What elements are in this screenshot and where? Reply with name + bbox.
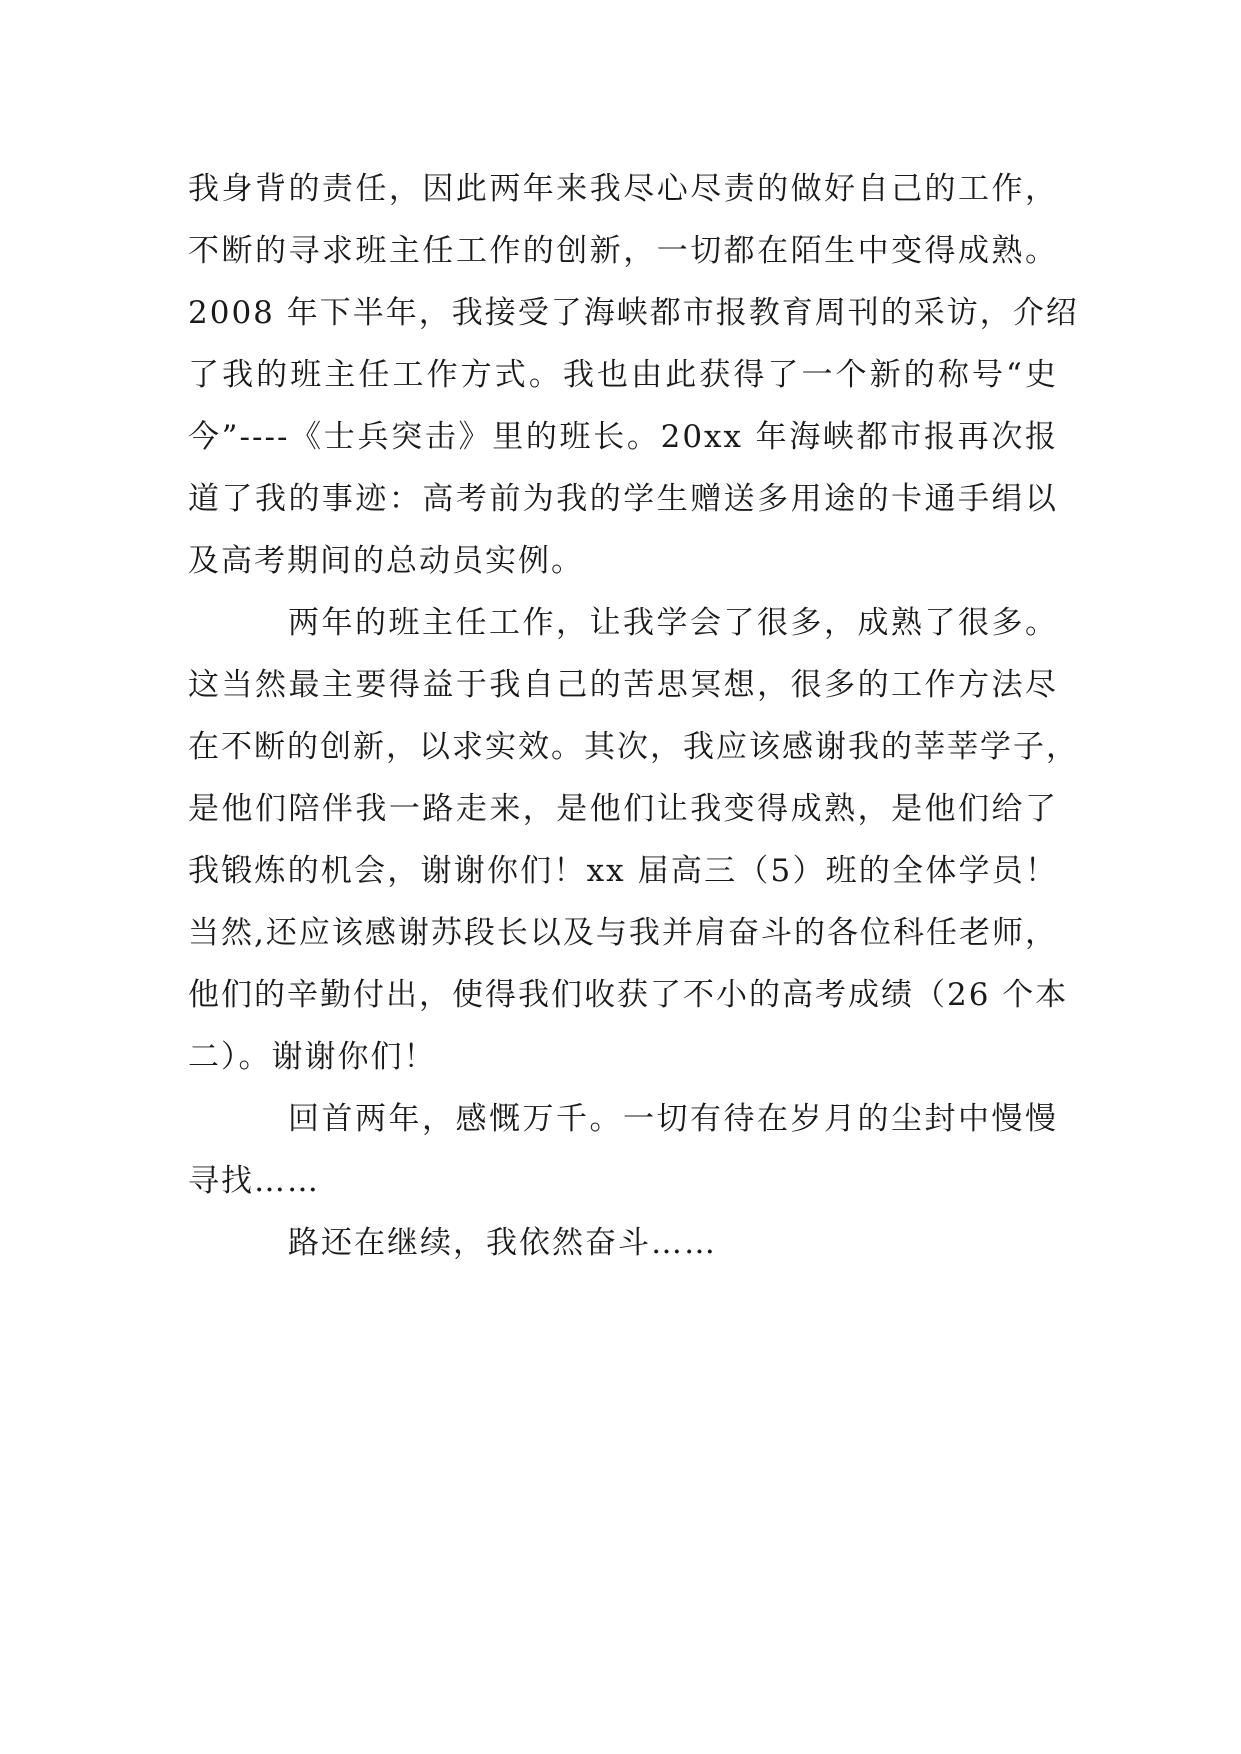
text-line: 我锻炼的机会，谢谢你们！xx 届高三（5）班的全体学员！ — [188, 853, 1058, 889]
text-line: 我身背的责任，因此两年来我尽心尽责的做好自己的工作， — [188, 171, 1058, 207]
document-body — [188, 158, 1079, 1274]
text-line: 不断的寻求班主任工作的创新，一切都在陌生中变得成熟。 — [188, 233, 1058, 269]
paragraph-2 — [188, 592, 1079, 1088]
text-line: 今”----《士兵突击》里的班长。20xx 年海峡都市报再次报 — [188, 419, 1058, 455]
text-line: 在不断的创新，以求实效。其次，我应该感谢我的莘莘学子， — [188, 729, 1079, 765]
text-line: 道了我的事迹：高考前为我的学生赠送多用途的卡通手绢以 — [188, 481, 1058, 517]
text-line: 2008 年下半年，我接受了海峡都市报教育周刊的采访，介绍 — [188, 295, 1079, 331]
text-line: 路还在继续，我依然奋斗…… — [288, 1225, 717, 1261]
paragraph-4 — [188, 1212, 1058, 1274]
paragraph-3 — [188, 1088, 1058, 1212]
text-line: 二）。谢谢你们！ — [188, 1039, 437, 1075]
text-line: 寻找…… — [188, 1163, 320, 1199]
text-line: 当然,还应该感谢苏段长以及与我并肩奋斗的各位科任老师， — [188, 915, 1058, 951]
text-line: 两年的班主任工作，让我学会了很多，成熟了很多。 — [288, 605, 1058, 641]
text-line: 及高考期间的总动员实例。 — [188, 543, 584, 579]
text-line: 他们的辛勤付出，使得我们收获了不小的高考成绩（26 个本 — [188, 977, 1069, 1013]
text-line: 回首两年，感慨万千。一切有待在岁月的尘封中慢慢 — [288, 1101, 1058, 1137]
text-line: 是他们陪伴我一路走来，是他们让我变得成熟，是他们给了 — [188, 791, 1058, 827]
text-line: 了我的班主任工作方式。我也由此获得了一个新的称号“史 — [188, 357, 1058, 393]
paragraph-1 — [188, 158, 1079, 592]
text-line: 这当然最主要得益于我自己的苦思冥想，很多的工作方法尽 — [188, 667, 1058, 703]
